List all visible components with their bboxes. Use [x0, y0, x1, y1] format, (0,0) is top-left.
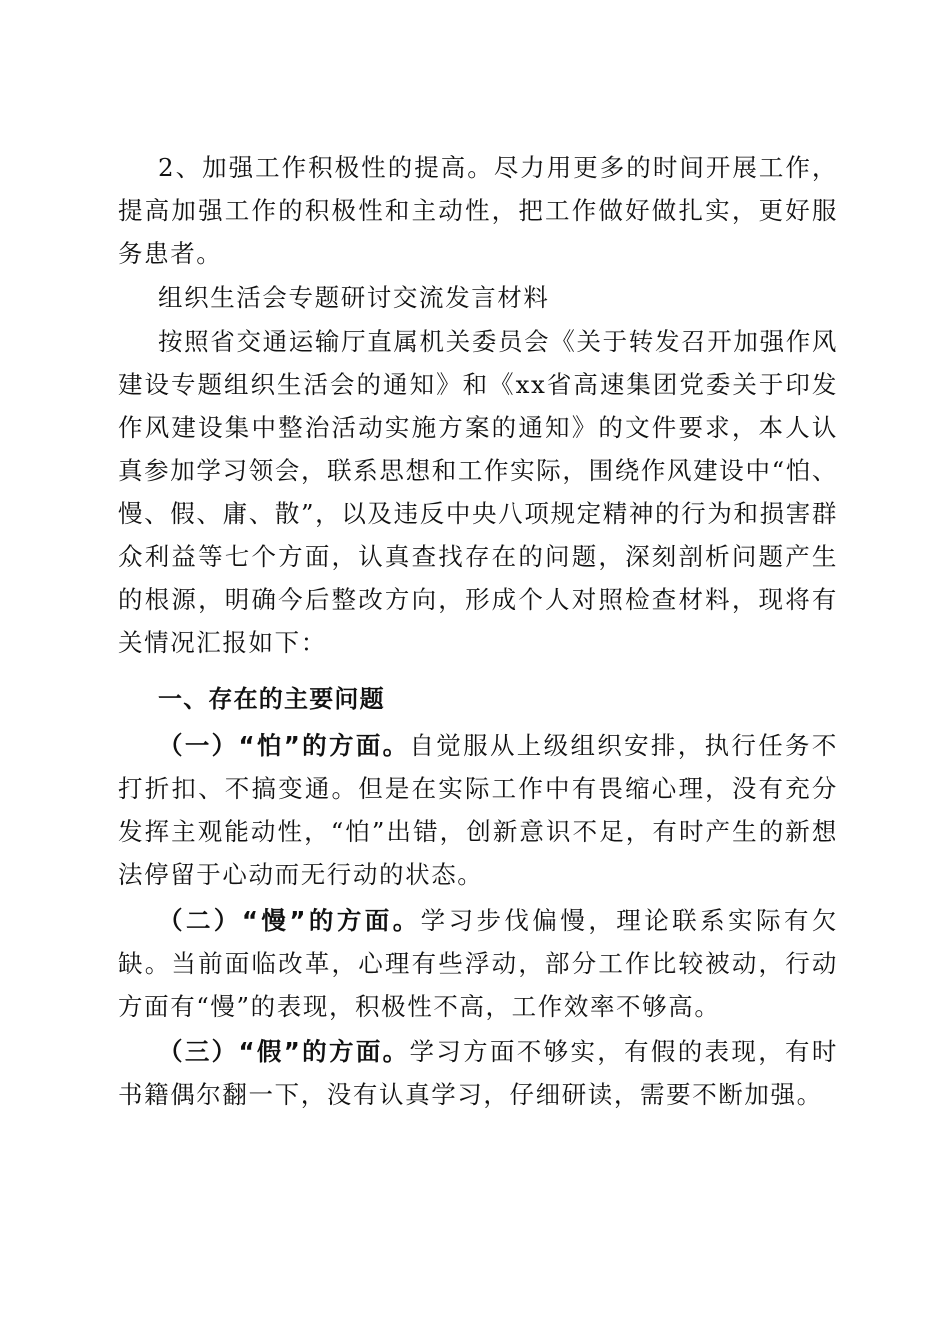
paragraph-fake-aspect: [118, 1030, 838, 1116]
subheading-fear: （一）“怕”的方面。: [158, 731, 410, 760]
paragraph-slow-aspect: [118, 899, 838, 1028]
paragraph-slow-body: 学习步伐偏慢，理论联系实际有欠缺。当前面临改革，心理有些浮动，部分工作比较被动，行动方面有“慢”的表现，积极性不高，工作效率不够高。: [118, 906, 838, 1021]
subheading-fake: （三）“假”的方面。: [158, 1037, 410, 1066]
paragraph-work-enthusiasm: 2、加强工作积极性的提高。尽力用更多的时间开展工作，提高加强工作的积极性和主动性，把工作做好做扎实，更好服务患者。: [118, 153, 838, 268]
paragraph-introduction: 按照省交通运输厅直属机关委员会《关于转发召开加强作风建设专题组织生活会的通知》和《xx省高速集团党委关于印发作风建设集中整治活动实施方案的通知》的文件要求，本人认真参加学习领会，联系思想和工作实际，围绕作风建设中“怕、慢、假、庸、散”，以及违反中央八项规定精神的行为和损害群众利益等七个方面，认真查找存在的问题，深刻剖析问题产生的根源，明确今后整改方向，形成个人对照检查材料，现将有关情况汇报如下：: [118, 327, 838, 657]
paragraph-fake-body: 学习方面不够实，有假的表现，有时书籍偶尔翻一下，没有认真学习，仔细研读，需要不断加强。: [118, 1037, 838, 1109]
document-title: 组织生活会专题研讨交流发言材料: [158, 283, 550, 312]
paragraph-fear-body: 自觉服从上级组织安排，执行任务不打折扣、不搞变通。但是在实际工作中有畏缩心理，没有充分发挥主观能动性，“怕”出错，创新意识不足，有时产生的新想法停留于心动而无行动的状态。: [118, 731, 838, 889]
paragraph-fear-aspect: [118, 724, 838, 896]
section-heading-main-problems: 一、存在的主要问题: [158, 685, 385, 713]
subheading-slow: （二）“慢”的方面。: [158, 906, 421, 935]
